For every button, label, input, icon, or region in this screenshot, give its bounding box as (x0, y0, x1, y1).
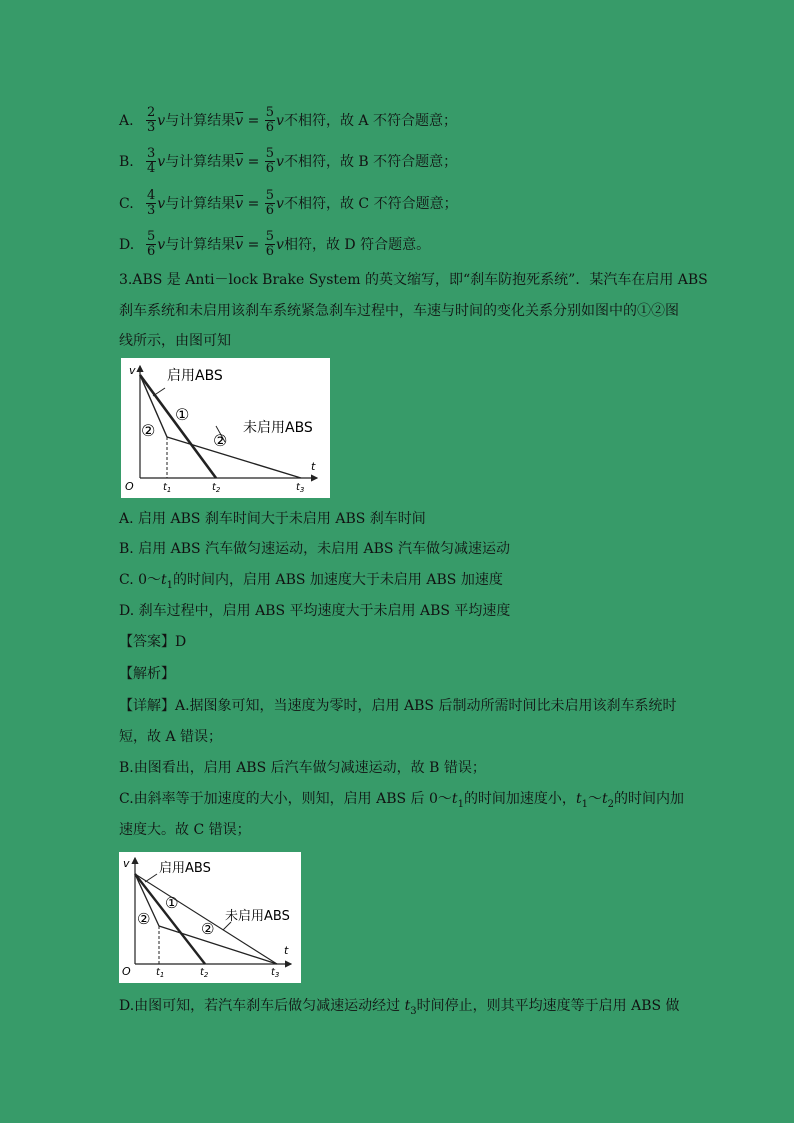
option-d: D. $\frac{5}{6}$ v 与计算结果 $\overline{v}$ = $\frac{5}{6}$ v 相符，故 D 符合题意。 (119, 229, 431, 259)
label-abs: 启用ABS (167, 368, 223, 384)
tick-t2: $t_2$ (212, 482, 221, 494)
circle-2a: ② (137, 910, 151, 928)
fraction: $\frac{5}{6}$ (265, 146, 275, 176)
fraction: $\frac{2}{3}$ (147, 105, 156, 135)
fraction: $\frac{3}{4}$ (147, 146, 156, 176)
vt-graph-1 (121, 358, 330, 498)
line-no-abs-segment-2 (159, 926, 277, 964)
line-no-abs-segment-2 (167, 437, 301, 478)
axis-v-label: v (129, 364, 136, 377)
axis-t-label: t (284, 944, 289, 957)
question-line-2: 刹车系统和未启用该刹车系统紧急刹车过程中，车速与时间的变化关系分别如图中的①②图 (119, 303, 679, 319)
fraction: $\frac{5}{6}$ (265, 188, 275, 218)
tick-t3: $t_3$ (296, 482, 305, 494)
detail-c-line-2: 速度大。故 C 错误； (119, 822, 251, 838)
tick-t1: $t_1$ (156, 967, 165, 979)
axis-t-label: t (311, 460, 316, 473)
option-c: C. $\frac{4}{3}$ v 与计算结果 $\overline{v}$ = $\frac{5}{6}$ v 不相符，故 C 不符合题意； (119, 188, 458, 218)
circle-2b: ② (201, 920, 215, 938)
origin-label: O (122, 965, 131, 978)
vt-graph-2 (119, 852, 301, 983)
detail-c-line-1: C.由斜率等于加速度的大小，则知，启用 ABS 后 $0\sim t_1$的时间加速度小，$t_1\sim t_2$的时间内加 (119, 791, 684, 810)
axis-v-label: v (123, 857, 130, 870)
tick-t3: $t_3$ (271, 967, 280, 979)
pointer-abs (153, 388, 165, 396)
circle-1: ① (165, 894, 179, 912)
question-line-3: 线所示，由图可知 (119, 333, 231, 349)
analysis-title: 【解析】 (119, 666, 175, 682)
tick-t1: $t_1$ (163, 482, 172, 494)
detail-d: D.由图可知，若汽车刹车后做匀减速运动经过 $t_3$时间停止，则其平均速度等于启用 ABS 做 (119, 998, 680, 1017)
fraction: $\frac{5}{6}$ (265, 229, 275, 259)
fraction: $\frac{4}{3}$ (147, 188, 156, 218)
circle-1: ① (175, 405, 190, 424)
label-no-abs: 未启用ABS (243, 420, 313, 436)
detail-a-line-2: 短，故 A 错误； (119, 729, 223, 745)
question-line-1: 3.ABS 是 Anti－lock Brake System 的英文缩写，即“刹车防抱死系统”．某汽车在启用 ABS (119, 272, 708, 288)
detail-b: B.由图看出，启用 ABS 后汽车做匀减速运动，故 B 错误； (119, 760, 486, 776)
circle-2b: ② (213, 431, 228, 450)
detail-a-line-1: 【详解】A.据图象可知，当速度为零时，启用 ABS 后制动所需时间比未启用该刹车系统时 (119, 698, 677, 714)
answer: 【答案】D (119, 634, 187, 650)
option-b: B. $\frac{3}{4}$ v 与计算结果 $\overline{v}$ = $\frac{5}{6}$ v 不相符，故 B 不符合题意； (119, 146, 458, 176)
choice-b: B. 启用 ABS 汽车做匀速运动，未启用 ABS 汽车做匀减速运动 (119, 541, 510, 557)
label-no-abs: 未启用ABS (225, 909, 290, 924)
fraction: $\frac{5}{6}$ (147, 229, 156, 259)
fraction: $\frac{5}{6}$ (265, 105, 275, 135)
pointer-abs (145, 874, 157, 882)
choice-d: D. 刹车过程中，启用 ABS 平均速度大于未启用 ABS 平均速度 (119, 603, 511, 619)
label-abs: 启用ABS (159, 861, 211, 876)
option-a: A. $\frac{2}{3}$ v 与计算结果 $\overline{v}$ = $\frac{5}{6}$ v 不相符，故 A 不符合题意； (119, 105, 457, 135)
tick-t2: $t_2$ (200, 967, 209, 979)
choice-a: A. 启用 ABS 刹车时间大于未启用 ABS 刹车时间 (119, 511, 426, 527)
choice-c: C. $0\sim t_1$的时间内，启用 ABS 加速度大于未启用 ABS 加速度 (119, 572, 503, 591)
circle-2a: ② (141, 421, 156, 440)
origin-label: O (125, 480, 134, 493)
